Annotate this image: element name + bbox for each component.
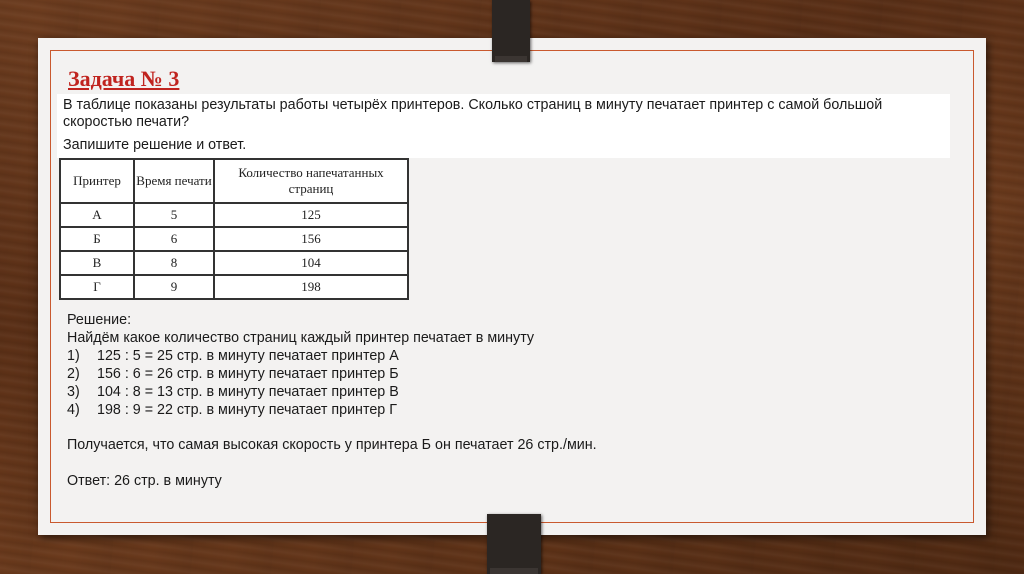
cell-pages: 198	[214, 275, 408, 299]
table-header-row	[60, 159, 408, 203]
solution-step	[67, 383, 534, 401]
printer-table	[59, 158, 409, 300]
cell-time: 8	[134, 251, 214, 275]
cell-printer: А	[60, 203, 134, 227]
cell-printer: Б	[60, 227, 134, 251]
header-printer: Принтер	[60, 159, 134, 203]
step-text: 104 : 8 = 13 стр. в минуту печатает принтер В	[97, 384, 399, 400]
step-text: 198 : 9 = 22 стр. в минуту печатает принтер Г	[97, 402, 397, 418]
instruction-text: Запишите решение и ответ.	[63, 137, 247, 153]
cell-time: 5	[134, 203, 214, 227]
solution-step	[67, 401, 534, 419]
answer-text: Ответ: 26 стр. в минуту	[67, 473, 222, 489]
cell-printer: Г	[60, 275, 134, 299]
table-row	[60, 275, 408, 299]
solution-label: Решение:	[67, 312, 132, 328]
question-text: В таблице показаны результаты работы четырёх принтеров. Сколько страниц в минуту печатает принтер с самой большой скоростью печати?	[63, 97, 883, 130]
result-text: Получается, что самая высокая скорость у принтера Б он печатает 26 стр./мин.	[67, 437, 597, 453]
header-pages: Количество напечатанных страниц	[214, 159, 408, 203]
cell-pages: 156	[214, 227, 408, 251]
step-number: 2)	[67, 366, 80, 382]
table-row	[60, 203, 408, 227]
bottom-binder-clip	[487, 514, 541, 574]
cell-time: 9	[134, 275, 214, 299]
solution-step	[67, 365, 534, 383]
step-text: 156 : 6 = 26 стр. в минуту печатает принтер Б	[97, 366, 399, 382]
table-row	[60, 251, 408, 275]
solution-block	[67, 311, 534, 419]
cell-printer: В	[60, 251, 134, 275]
table-row	[60, 227, 408, 251]
cell-pages: 125	[214, 203, 408, 227]
solution-intro: Найдём какое количество страниц каждый принтер печатает в минуту	[67, 330, 535, 346]
solution-step	[67, 347, 534, 365]
step-text: 125 : 5 = 25 стр. в минуту печатает принтер А	[97, 348, 399, 364]
task-title: Задача № 3	[68, 66, 180, 91]
cell-pages: 104	[214, 251, 408, 275]
step-number: 1)	[67, 348, 80, 364]
step-number: 3)	[67, 384, 80, 400]
top-binder-clip	[492, 0, 530, 62]
header-time: Время печати	[134, 159, 214, 203]
step-number: 4)	[67, 402, 80, 418]
cell-time: 6	[134, 227, 214, 251]
